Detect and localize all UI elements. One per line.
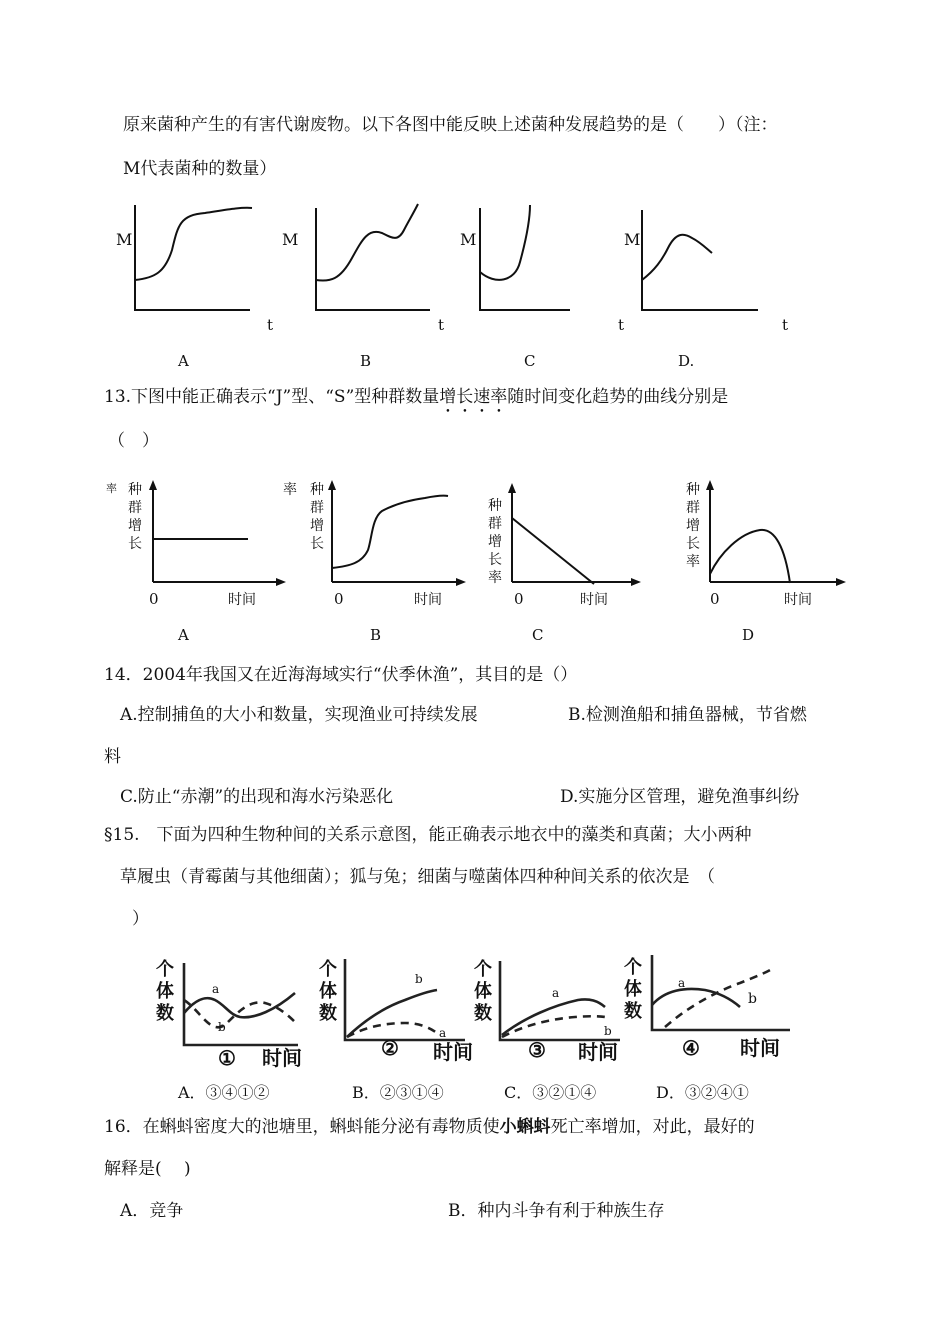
q13-a-ylabel-3: 长 [128, 536, 142, 552]
q13-a-origin: 0 [149, 590, 159, 608]
q15-4-label-a: a [678, 976, 686, 990]
q15-graph-4 [620, 945, 800, 1065]
q13-b-curve [332, 496, 448, 568]
q13-d-ylabel-3: 长 [686, 536, 700, 552]
q13-stem [104, 386, 728, 417]
q12-option-d: D. [678, 352, 695, 370]
q13-d-ylabel-2: 增 [686, 518, 700, 534]
q15-2-panel-label: ② [381, 1036, 399, 1060]
q12-a-ylabel: M [116, 230, 133, 249]
q12-graph-a [110, 200, 290, 335]
q15-3-panel-label: ③ [528, 1038, 546, 1062]
q16-option-a: A．竞争 [120, 1201, 184, 1221]
q12-d-axes [642, 210, 758, 310]
q13-c-yarrow [508, 483, 516, 493]
q16-option-b: B．种内斗争有利于种族生存 [448, 1201, 665, 1221]
q15-stem-line1: §15. 下面为四种生物种间的关系示意图，能正确表示地衣中的藻类和真菌；大小两种 [104, 825, 752, 845]
q12-graph-b [280, 200, 460, 335]
q13-stem-emphasis: 增长速率 [439, 387, 508, 407]
q12-a-axes [135, 205, 250, 310]
q12-d-ylabel: M [624, 230, 641, 249]
q15-4-ylabel-1: 体 [624, 979, 642, 1000]
q13-c-xarrow [631, 578, 641, 586]
q13-a-yarrow [149, 480, 157, 490]
q15-1-curve-a [184, 993, 295, 1017]
q14-option-b-cont: 料 [104, 747, 121, 767]
q15-2-ylabel-0: 个 [319, 959, 337, 980]
q15-1-ylabel-0: 个 [156, 959, 174, 980]
q13-b-xlabel: 时间 [414, 592, 442, 608]
q15-2-ylabel-1: 体 [319, 981, 337, 1002]
q13-d-ylabel-0: 种 [686, 482, 700, 498]
q14-option-b: B.检测渔船和捕鱼器械，节省燃 [568, 705, 807, 725]
q13-d-origin: 0 [710, 590, 720, 608]
q13-d-curve [710, 530, 790, 583]
q13-c-curve [512, 518, 594, 584]
q15-stem-line2: 草履虫（青霉菌与其他细菌）；狐与兔；细菌与噬菌体四种种间关系的依次是 （ [120, 867, 715, 887]
q16-stem-line2: 解释是( ) [104, 1159, 191, 1179]
q13-c-ylabel-1: 群 [488, 516, 502, 532]
q13-c-origin: 0 [514, 590, 524, 608]
q13-stem-before: 13.下图中能正确表示“J”型、“S”型种群数量 [104, 387, 440, 407]
q15-graph-2 [315, 955, 485, 1070]
q12-a-xlabel: t [267, 316, 274, 334]
q15-1-ylabel-1: 体 [156, 981, 174, 1002]
q13-b-ylabel-2: 增 [310, 518, 324, 534]
q15-4-panel-label: ④ [682, 1036, 700, 1060]
q13-graph-a [100, 478, 290, 608]
q13-b-origin: 0 [334, 590, 344, 608]
q15-option-a: A．③④①② [178, 1083, 270, 1102]
q12-b-axes [316, 208, 430, 310]
q13-c-ylabel-2: 增 [488, 534, 502, 550]
q13-a-ylabel-2: 增 [128, 518, 142, 534]
q15-option-d: D．③②④① [656, 1083, 749, 1102]
q12-d-curve [642, 235, 712, 280]
q15-1-label-a: a [212, 982, 220, 996]
q15-4-curve-a [652, 989, 740, 1007]
q12-d-xlabel: t [782, 316, 789, 334]
q15-2-ylabel-2: 数 [319, 1003, 337, 1024]
q13-option-a: A [178, 626, 189, 644]
q12-b-ylabel: M [282, 230, 299, 249]
q13-c-ylabel-4: 率 [488, 570, 502, 586]
q13-d-ylabel-1: 群 [686, 500, 700, 516]
q16-stem-after: 死亡率增加，对此，最好的 [550, 1117, 755, 1137]
q15-3-axes [500, 961, 620, 1040]
q15-1-ylabel-2: 数 [156, 1003, 174, 1024]
q12-graph-c [460, 200, 570, 335]
q12-b-xlabel: t [438, 316, 445, 334]
q12-c-xlabel: t [618, 316, 625, 334]
q13-c-ylabel-0: 种 [488, 498, 502, 514]
q13-a-ylabel-0: 种 [128, 482, 142, 498]
q12-stem-line1: 原来菌种产生的有害代谢废物。以下各图中能反映上述菌种发展趋势的是（ ）（注： [123, 115, 778, 135]
q16-stem-before: 16．在蝌蚪密度大的池塘里，蝌蚪能分泌有毒物质使 [104, 1117, 500, 1137]
q13-stem-after: 随时间变化趋势的曲线分别是 [507, 387, 729, 407]
q14-option-d: D.实施分区管理，避免渔事纠纷 [560, 787, 800, 807]
q16-stem-bold: 小蝌蚪 [499, 1117, 551, 1137]
q14-stem: 14．2004年我国又在近海海域实行“伏季休渔”，其目的是（） [104, 665, 578, 685]
q15-2-label-a: a [439, 1026, 447, 1040]
q13-blank: （ ） [108, 431, 159, 451]
q15-3-label-a: a [552, 986, 560, 1000]
q15-option-c: C．③②①④ [504, 1083, 597, 1102]
q13-graph-b [280, 478, 470, 608]
q13-option-d: D [742, 626, 755, 644]
q15-3-ylabel-0: 个 [474, 959, 492, 980]
q13-b-rate-label: 率 [283, 482, 297, 498]
q15-4-ylabel-2: 数 [624, 1001, 642, 1022]
q13-b-ylabel-1: 群 [310, 500, 324, 516]
q15-3-curve-b [502, 1016, 605, 1037]
q15-3-xlabel: 时间 [578, 1040, 618, 1064]
q12-option-a: A [178, 352, 189, 370]
q15-4-xlabel: 时间 [740, 1036, 780, 1060]
q13-c-xlabel: 时间 [580, 592, 608, 608]
q12-option-c: C [524, 352, 536, 370]
q14-option-c: C.防止“赤潮”的出现和海水污染恶化 [120, 787, 394, 807]
q15-stem-line3: ） [132, 909, 149, 929]
q12-c-ylabel: M [460, 230, 477, 249]
q15-4-ylabel-0: 个 [624, 957, 642, 978]
q13-b-yarrow [328, 480, 336, 490]
q15-graph-1 [150, 955, 310, 1070]
q13-graph-d [660, 478, 860, 608]
q14-option-a: A.控制捕鱼的大小和数量，实现渔业可持续发展 [120, 705, 478, 725]
q15-1-xlabel: 时间 [262, 1046, 302, 1070]
q13-option-b: B [370, 626, 382, 644]
q13-d-yarrow [706, 480, 714, 490]
q13-b-ylabel-0: 种 [310, 482, 324, 498]
q13-a-xlabel: 时间 [228, 592, 256, 608]
q13-option-c: C [532, 626, 544, 644]
q16-stem [104, 1116, 755, 1138]
q15-2-label-b: b [415, 972, 423, 986]
q13-d-xlabel: 时间 [784, 592, 812, 608]
q15-3-ylabel-1: 体 [474, 981, 492, 1002]
q12-b-curve [316, 204, 418, 281]
q13-c-ylabel-3: 长 [488, 552, 502, 568]
q12-c-curve [480, 205, 530, 280]
q13-graph-c [460, 478, 650, 608]
q15-1-panel-label: ① [218, 1046, 236, 1070]
q15-3-label-b: b [604, 1024, 612, 1038]
q15-4-label-b: b [748, 991, 757, 1007]
q13-d-ylabel-4: 率 [686, 554, 700, 570]
q12-stem-line2: M代表菌种的数量） [123, 159, 277, 179]
q15-graph-3 [470, 955, 630, 1070]
q12-c-axes [480, 208, 570, 310]
q15-2-xlabel: 时间 [433, 1040, 473, 1064]
q12-graph-d [620, 200, 800, 335]
q12-a-curve [135, 208, 252, 280]
q15-3-ylabel-2: 数 [474, 1003, 492, 1024]
q15-option-b: B．②③①④ [352, 1083, 444, 1102]
q13-a-ylabel-1: 群 [128, 500, 142, 516]
q13-b-ylabel-3: 长 [310, 536, 324, 552]
q12-option-b: B [360, 352, 372, 370]
q13-d-xarrow [836, 578, 846, 586]
q13-a-cut-label: 率 [106, 482, 117, 495]
q15-1-label-b: b [218, 1020, 226, 1034]
